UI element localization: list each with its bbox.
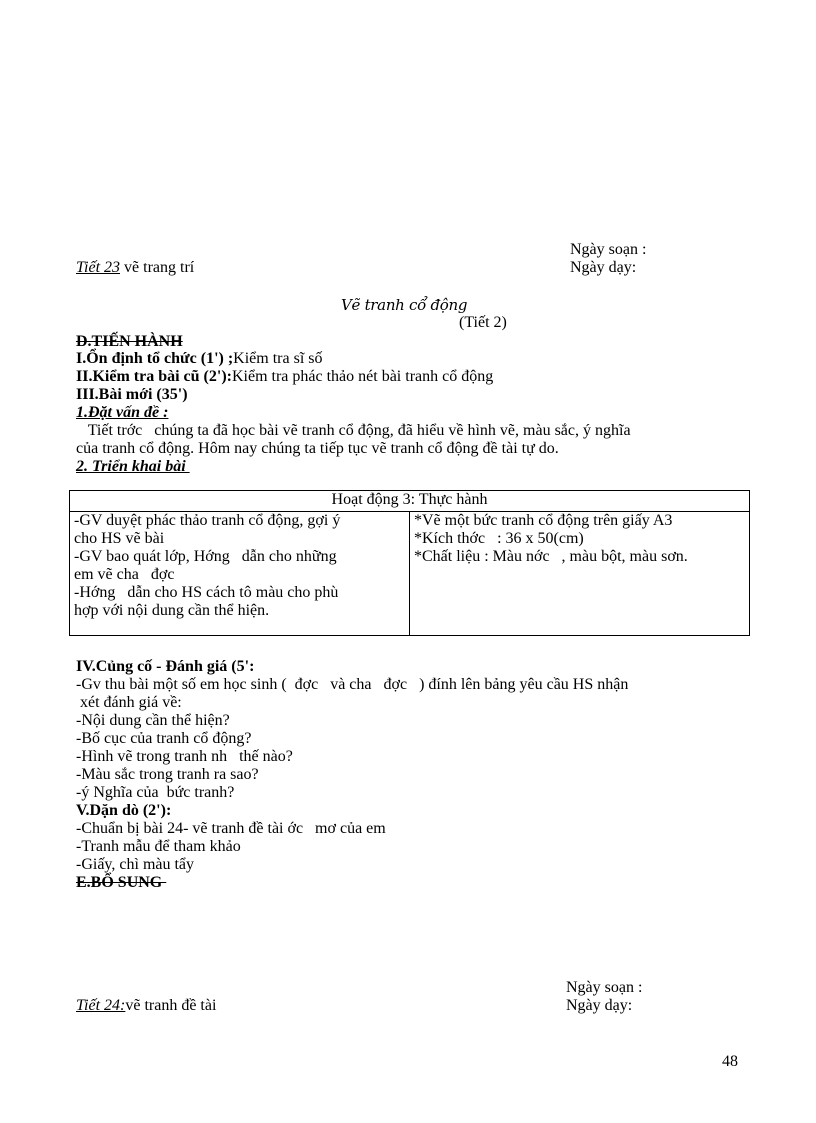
section-1 [76,350,323,368]
teacher-line: -GV bao quát lớp, Hớng dẫn cho những [74,548,337,565]
next-lesson-subject: vẽ tranh đề tài [125,997,217,1014]
section-3-2-heading: 2. Triển khai bài [76,458,190,475]
teacher-line: -GV duyệt phác thảo tranh cổ động, gợi ý [74,512,341,529]
section-1-text: Kiểm tra sĩ số [233,350,323,367]
review-line: -Bố cục của tranh cổ động? [76,730,252,747]
next-taught-date-label: Ngày dạy: [566,997,633,1014]
student-activity-cell [410,512,750,636]
teacher-line: em vẽ cha đợc [74,566,175,583]
section-d-heading: D.TIẾN HÀNH [76,333,183,350]
homework-heading: V.Dặn dò (2'): [76,802,172,819]
next-prepared-date-label: Ngày soạn : [566,979,643,996]
activity-table [69,490,750,636]
section-3-heading: III.Bài mới (35') [76,386,188,403]
teacher-line: hợp với nội dung cần thể hiện. [74,602,270,619]
review-line: -Màu sắc trong tranh ra sao? [76,766,259,783]
paragraph-line-1: Tiết trớc chúng ta đã học bài vẽ tranh cổ động, đã hiểu về hình vẽ, màu sắc, ý nghĩa [76,422,631,439]
paragraph-line-2: của tranh cổ động. Hôm nay chúng ta tiếp tục vẽ tranh cổ động đề tài tự do. [76,440,559,457]
review-line: xét đánh giá về: [76,694,182,711]
taught-date-label: Ngày dạy: [570,259,637,276]
section-3-1-heading: 1.Đặt vấn đề : [76,404,169,421]
next-lesson-number: Tiết 24: [76,997,126,1014]
review-line: -ý Nghĩa của bức tranh? [76,784,235,801]
student-line: *Kích thớc : 36 x 50(cm) [414,530,584,547]
table-header: Hoạt động 3: Thực hành [70,491,750,512]
lesson-line [76,259,194,277]
table-header-row [70,491,750,512]
teacher-line: cho HS vẽ bài [74,530,165,547]
homework-line: -Giấy, chì màu tẩy [76,856,195,873]
section-2 [76,368,493,386]
section-2-label: II.Kiểm tra bài cũ (2'): [76,368,232,385]
next-lesson-line [76,997,216,1015]
page-number: 48 [722,1053,738,1070]
student-line: *Vẽ một bức tranh cổ động trên giấy A3 [414,512,673,529]
prepared-date-label: Ngày soạn : [570,241,647,258]
supplement-heading: E.BỔ SUNG [76,874,167,891]
teacher-activity-cell [70,512,410,636]
lesson-title: Vẽ tranh cổ động [341,296,468,314]
teacher-line: -Hớng dẫn cho HS cách tô màu cho phù [74,584,339,601]
lesson-subtitle: (Tiết 2) [459,314,507,331]
student-line: *Chất liệu : Màu nớc , màu bột, màu sơn. [414,548,688,565]
section-2-text: Kiểm tra phác thảo nét bài tranh cổ động [231,368,494,385]
review-line: -Gv thu bài một số em học sinh ( đợc và cha đợc ) đính lên bảng yêu cầu HS nhận [76,676,629,693]
lesson-subject: vẽ trang trí [120,259,195,276]
review-line: -Nội dung cần thể hiện? [76,712,230,729]
lesson-number: Tiết 23 [76,259,121,276]
table-row [70,512,750,636]
homework-line: -Chuẩn bị bài 24- vẽ tranh đề tài ớc mơ của em [76,820,386,837]
review-heading: IV.Củng cố - Đánh giá (5': [76,658,255,675]
section-1-label: I.Ổn định tổ chức (1') ; [76,350,234,367]
homework-line: -Tranh mẫu để tham khảo [76,838,241,855]
review-line: -Hình vẽ trong tranh nh thế nào? [76,748,293,765]
